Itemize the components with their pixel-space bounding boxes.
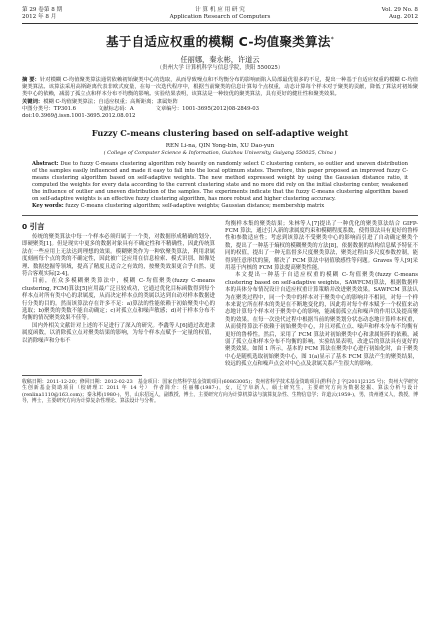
paper-title-text: 基于自适应权重的模糊 C-均值聚类算法 — [105, 34, 331, 49]
title-footnote-mark: * — [330, 35, 334, 43]
keywords-cn-label: 关键词： — [22, 98, 44, 105]
header-journal-en: Application Research of Computers — [169, 14, 271, 20]
english-title: Fuzzy C-means clustering based on self-adaptive weight — [91, 128, 349, 139]
abstract-cn — [22, 77, 418, 99]
intro-paragraph-5: 本文提出一种基于自适应权重的模糊 C-均值聚类(fuzzy C-means clustering based on self-adaptive weights，SAWFCM)算法，根据数据样本的具体分布情况设计自适应权重计算策略并改进聚类效果。SAWFCM 算法认为在聚类过程中，同一个类中的样本对于聚类中心的影响并不相同，对每一个样本来说它所在样本的类是在不断地变化的，因此将对每个样本赋予一个权值来动态地计算每个样本对于聚类中心的影响，能减弱孤立点和噪声的作用以及提高聚类的效果。在每一次迭代过程中根据当前的聚类划分状态动态地计算样本权重，从而使得算法不依赖于初始聚类中心，并且对孤立点、噪声和样本分布不均衡有更好的鲁棒性。然后，采用了 FCM 算法对初始聚类中心和隶属矩阵的依赖，减弱了孤立点和样本分布不均衡的影响。实验结果表明，改进后的算法具有更好的聚类效果。如图 1 所示，基本的 FCM 算法在聚类中心进行初始化时，由于聚类中心是随机选取初始聚类中心，图 1(a)显示了基本 FCM 算法产生的聚类结果，较远的孤立点和噪声点会对中心点及隶属关系产生很大的影响。 — [225, 272, 418, 368]
keywords-en — [22, 203, 418, 210]
footnote-divider — [22, 375, 142, 376]
footnote: 收稿日期：2011-12-20；修回日期：2012-02-23 基金项目：国家自然科学基金资助项目(60863005)；贵州省科学技术基金资助项目(黔科合 J 字[2011]2125 号)；贵州大学研究生创新基金资助项目（校研理工 2011 年 14 号） 作者简介：任丽娜(1987-)，女，辽宁阜新人，硕士研究生，主要研究方向为数据挖掘、算法分析与设计(renlina1110@163.com)；秦永彬(1980-)，男，山东招远人，副教授，博士，主要研究方向为计算机算法与演算复杂性、生物信息学；许道云(1959-)，男，贵州遵义人，教授，博导，博士，主要研究方向为计算复杂性理论、算法设计与分析。 — [22, 378, 418, 405]
keywords-cn — [22, 99, 418, 106]
left-column — [22, 221, 215, 369]
header-volume-en: Vol. 29 No. 8 — [381, 7, 418, 13]
classification-row — [22, 106, 418, 113]
intro-paragraph-2: 目前，在众多模糊聚类算法中，模糊 C-均值聚类(fuzzy C-means clustering, FCM)算法[5]应用最广泛且较成功，它通过优化目标函数得到每个样本点对所有类中心的隶属度，从而决定样本点的类属以达到自动对样本数据进行分类的目的。然而该算法存在许多不足：a)算法的性能依赖于初始聚类中心的选取；b)聚类的类数不能自动确定；c)对孤立点和噪声敏感；d)对于样本分布不均衡的情况聚类效果不佳等。 — [22, 278, 215, 322]
paper-title — [22, 32, 418, 50]
body-columns — [22, 221, 418, 369]
keywords-cn-text: 模糊 C-均值聚类算法；自适应权重；高斯距离；隶属矩阵 — [43, 98, 178, 105]
right-column — [225, 221, 418, 369]
article-number: 文章编号：1001-3695(2012)08-2849-03 — [155, 105, 260, 112]
abstract-en-label: Abstract: — [32, 161, 59, 168]
abstract-divider — [22, 215, 418, 216]
section-heading-intro: 0 引言 — [22, 221, 45, 231]
affiliation: （贵州大学 计算机科学与信息学院，贵阳 550025） — [156, 65, 284, 71]
intro-paragraph-1: 传统的聚类算法中每一个样本必须归属于一个类，对数据形成精确的划分，即硬聚类[1]。但是现实中更多的数据对象具有不确定性和不精确性，因此传统算法在一些应用上无法达到理想的效果。模糊聚类作为一种软聚类算法，利用隶属度刻画每个点的类的不确定性，因此被广泛应用在信息检索、模式识别、图像处理、数据挖掘等领域，提高了精度且适合之有效的，按聚类效果更合乎自然、更符合客观实际[2-4]。 — [22, 233, 215, 277]
abstract-en-text: Due to fuzzy C-means clustering algorithm rely heavily on randomly select C clustering centers, so outlier and uneven distribution of the samples easily influenced and made it easy to fall into the local optimum states. Therefore, this paper proposed an improved fuzzy C-means clustering algorithm based on self-adaptive weights. The new method expressed weight by using the Gaussian distance ratio, it computed the weights for every data according to the current clustering state and no more did rely on the initial clustering center, weakened the influence of outlier and uneven distribution of the samples. The experiments indicate that the fuzzy C-means clustering algorithm based on self-adaptive weights is an effective fuzzy clustering algorithm, has more robust and higher clustering accuracy. — [32, 161, 408, 202]
doi-row — [22, 113, 418, 120]
intro-paragraph-3: 国内外相关文献针对上述的不足进行了深入的研究。李鑫等人[6]通过改进隶属度函数，以消除孤立点对聚类结果的影响，为每个样本点赋予一定量的权值，以消除噪声和分布不 — [22, 322, 215, 344]
document-code: 文献标志码：A — [98, 105, 134, 112]
keywords-en-text: fuzzy C-means clustering algorithm; self-adaptive weights; Gaussian distance; membership matrix — [65, 202, 325, 209]
clc-number: 中图分类号：TP301.6 — [22, 105, 77, 112]
running-header — [22, 7, 418, 21]
header-divider — [22, 23, 418, 24]
abstract-en — [22, 161, 418, 202]
keywords-en-label: Key words: — [32, 202, 64, 209]
doi: doi:10.3969/j.issn.1001-3695.2012.08.012 — [22, 113, 136, 120]
abstract-cn-label: 摘 要： — [22, 77, 40, 83]
author-list: 任丽娜，秦永彬，许道云 — [180, 55, 260, 64]
english-affiliation: ( College of Computer Science & Information, Guizhou University, Guiyang 550025, China ) — [103, 150, 337, 157]
header-date-cn: 2012 年 8 月 — [22, 14, 57, 20]
intro-paragraph-4: 均衡样本集的聚类结果；朱林等人[7]提出了一种优化的聚类算法结合 GIFP-FCM 算法，通过引入新的隶属度约束和模糊程度系数，使得算法具有更好的鲁棒性和参数适应性；考虑到该算法不受聚类中心的影响而引进了自动确定聚类个数，提出了一种基于熵权的模糊聚类的方法[8]，依据数据的结构信息赋予特征不同的权值，提出了一种无监督多尺度聚类算法，聚类过程由多尺度参数控制，能得到任意形状的簇，解决了 FCM 算法中初值敏感性等问题。Graves 等人[9]采用基于内核的 FCM 算法提高聚类性能。 — [225, 220, 418, 271]
abstract-cn-text: 针对模糊 C-均值聚类算法通常依赖初始聚类中心的选取，从而导致噪点和不均衡分布的影响而陷入局部最优很多的不足，提出一种基于自适应权重的模糊 C-均值聚类算法。该算法采用高斯距离代表非欧式度量，在每一次迭代程序中，根据当前聚类的信息计算每个点权重，动态计算每个样本对于聚类的贡献，降低了算法对初始聚类中心的依赖，减弱了孤立点和样本分布不均衡的影响。实验结果表明，该算法是一种较优的聚类算法，具有更好的健壮性和聚类效果。 — [22, 77, 418, 98]
header-volume-cn: 第 29 卷第 8 期 — [22, 7, 63, 13]
header-date-en: Aug. 2012 — [388, 14, 418, 20]
english-authors: REN Li-na, QIN Yong-bin, XU Dao-yun — [165, 143, 275, 150]
header-journal-cn: 计 算 机 应 用 研 究 — [195, 7, 245, 13]
